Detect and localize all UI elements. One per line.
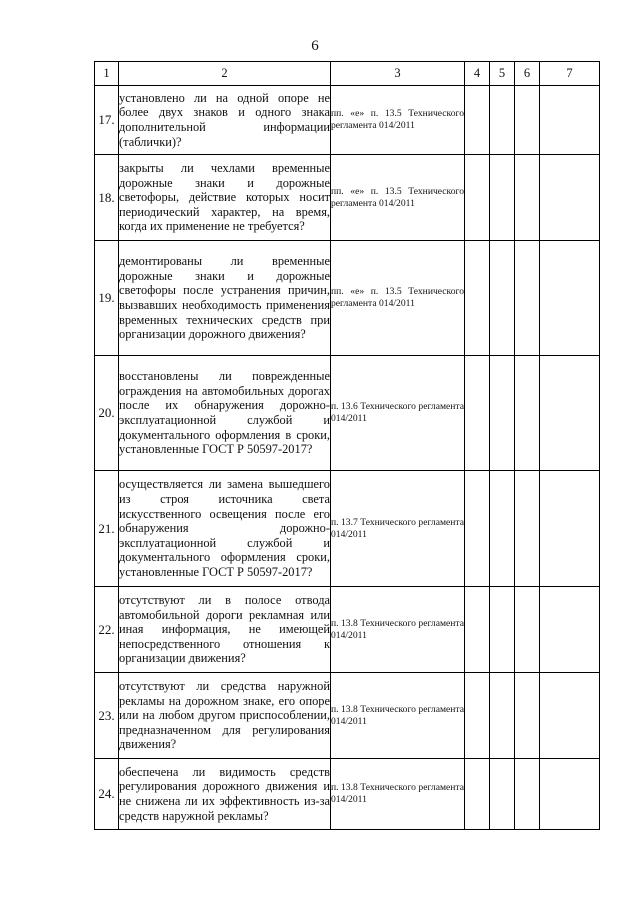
answer-cell[interactable] bbox=[515, 241, 540, 356]
regulation-reference: п. 13.6 Технического регламента 014/2011 bbox=[331, 356, 465, 471]
notes-cell[interactable] bbox=[540, 759, 600, 830]
table-row bbox=[95, 155, 600, 241]
column-header: 3 bbox=[331, 62, 465, 86]
row-number: 24. bbox=[95, 759, 119, 830]
answer-cell[interactable] bbox=[465, 356, 490, 471]
column-header: 4 bbox=[465, 62, 490, 86]
column-header: 5 bbox=[490, 62, 515, 86]
table-row bbox=[95, 86, 600, 155]
answer-cell[interactable] bbox=[465, 673, 490, 759]
answer-cell[interactable] bbox=[515, 155, 540, 241]
question-text: отсутствуют ли в полосе отвода автомобильной дороги рекламная или иная информация, не имеющей непосредственного отношения к организации движения? bbox=[119, 587, 331, 673]
answer-cell[interactable] bbox=[490, 587, 515, 673]
answer-cell[interactable] bbox=[515, 673, 540, 759]
column-header: 6 bbox=[515, 62, 540, 86]
table-row bbox=[95, 241, 600, 356]
answer-cell[interactable] bbox=[465, 471, 490, 587]
answer-cell[interactable] bbox=[465, 155, 490, 241]
answer-cell[interactable] bbox=[490, 241, 515, 356]
column-header: 1 bbox=[95, 62, 119, 86]
row-number: 21. bbox=[95, 471, 119, 587]
answer-cell[interactable] bbox=[490, 673, 515, 759]
table-row bbox=[95, 759, 600, 830]
question-text: установлено ли на одной опоре не более двух знаков и одного знака дополнительной информации (таблички)? bbox=[119, 86, 331, 155]
answer-cell[interactable] bbox=[515, 356, 540, 471]
regulation-reference: пп. «е» п. 13.5 Технического регламента 014/2011 bbox=[331, 86, 465, 155]
notes-cell[interactable] bbox=[540, 587, 600, 673]
regulation-reference: п. 13.8 Технического регламента 014/2011 bbox=[331, 759, 465, 830]
question-text: осуществляется ли замена вышедшего из строя источника света искусственного освещения после его обнаружения дорожно-эксплуатационной службой и документального оформления сроки, установленные ГОСТ Р 50597-2017? bbox=[119, 471, 331, 587]
regulation-reference: п. 13.7 Технического регламента 014/2011 bbox=[331, 471, 465, 587]
question-text: восстановлены ли поврежденные ограждения на автомобильных дорогах после их обнаружения дорожно-эксплуатационной службой и документального оформления в сроки, установленные ГОСТ Р 50597-2017? bbox=[119, 356, 331, 471]
row-number: 19. bbox=[95, 241, 119, 356]
table-row bbox=[95, 356, 600, 471]
regulation-reference: пп. «е» п. 13.5 Технического регламента 014/2011 bbox=[331, 155, 465, 241]
notes-cell[interactable] bbox=[540, 471, 600, 587]
regulation-reference: п. 13.8 Технического регламента 014/2011 bbox=[331, 673, 465, 759]
table-row bbox=[95, 471, 600, 587]
question-text: закрыты ли чехлами временные дорожные знаки и дорожные светофоры, действие которых носит периодический характер, на время, когда их применение не требуется? bbox=[119, 155, 331, 241]
row-number: 20. bbox=[95, 356, 119, 471]
notes-cell[interactable] bbox=[540, 356, 600, 471]
question-text: отсутствуют ли средства наружной рекламы на дорожном знаке, его опоре или на любом другом приспособлении, предназначенном для регулирования движения? bbox=[119, 673, 331, 759]
table-row bbox=[95, 587, 600, 673]
table-row bbox=[95, 673, 600, 759]
answer-cell[interactable] bbox=[490, 155, 515, 241]
column-header: 7 bbox=[540, 62, 600, 86]
answer-cell[interactable] bbox=[490, 759, 515, 830]
notes-cell[interactable] bbox=[540, 86, 600, 155]
answer-cell[interactable] bbox=[515, 759, 540, 830]
header-row bbox=[95, 62, 600, 86]
answer-cell[interactable] bbox=[465, 759, 490, 830]
checklist-table bbox=[94, 61, 600, 830]
answer-cell[interactable] bbox=[465, 241, 490, 356]
row-number: 22. bbox=[95, 587, 119, 673]
answer-cell[interactable] bbox=[515, 471, 540, 587]
answer-cell[interactable] bbox=[490, 356, 515, 471]
notes-cell[interactable] bbox=[540, 155, 600, 241]
regulation-reference: пп. «е» п. 13.5 Технического регламента 014/2011 bbox=[331, 241, 465, 356]
question-text: обеспечена ли видимость средств регулирования дорожного движения и не снижена ли их эффективность из-за средств наружной рекламы? bbox=[119, 759, 331, 830]
answer-cell[interactable] bbox=[515, 587, 540, 673]
page-number: 6 bbox=[311, 38, 319, 54]
answer-cell[interactable] bbox=[515, 86, 540, 155]
answer-cell[interactable] bbox=[490, 86, 515, 155]
answer-cell[interactable] bbox=[490, 471, 515, 587]
notes-cell[interactable] bbox=[540, 673, 600, 759]
regulation-reference: п. 13.8 Технического регламента 014/2011 bbox=[331, 587, 465, 673]
row-number: 17. bbox=[95, 86, 119, 155]
row-number: 18. bbox=[95, 155, 119, 241]
answer-cell[interactable] bbox=[465, 86, 490, 155]
question-text: демонтированы ли временные дорожные знаки и дорожные светофоры после устранения причин, вызвавших необходимость применения временных технических средств при организации дорожного движения? bbox=[119, 241, 331, 356]
answer-cell[interactable] bbox=[465, 587, 490, 673]
row-number: 23. bbox=[95, 673, 119, 759]
notes-cell[interactable] bbox=[540, 241, 600, 356]
column-header: 2 bbox=[119, 62, 331, 86]
